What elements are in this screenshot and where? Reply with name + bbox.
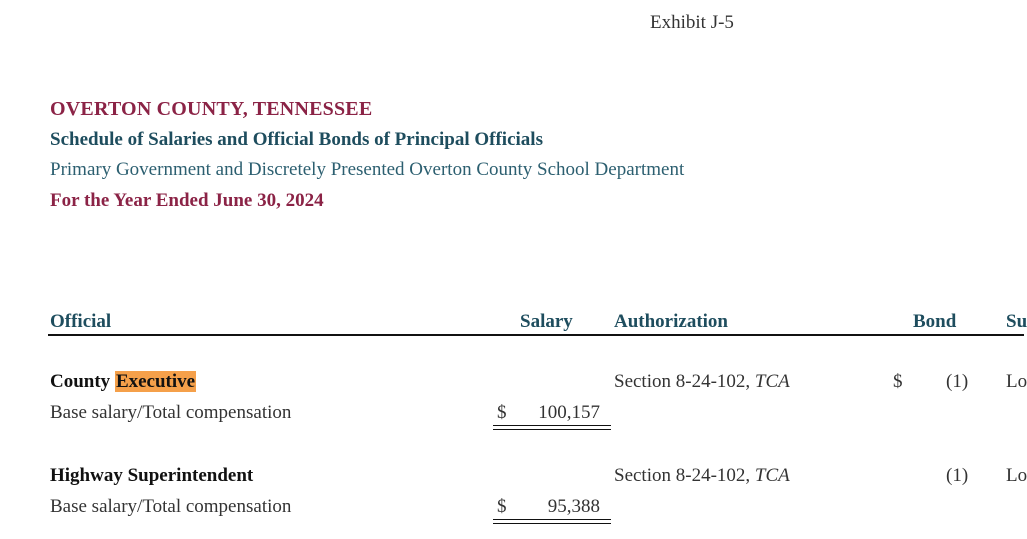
salary-amount: 95,388 bbox=[547, 496, 600, 517]
compensation-label: Base salary/Total compensation bbox=[50, 402, 292, 423]
surety-value: Lo bbox=[1006, 465, 1027, 486]
search-highlight: Executive bbox=[115, 371, 196, 392]
column-header-salary: Salary bbox=[520, 311, 573, 332]
column-header-official: Official bbox=[50, 311, 112, 332]
column-header-surety: Su bbox=[1006, 311, 1027, 332]
period-subtitle: For the Year Ended June 30, 2024 bbox=[50, 190, 324, 211]
county-title: OVERTON COUNTY, TENNESSEE bbox=[50, 98, 373, 120]
salary-double-underline bbox=[493, 425, 611, 430]
compensation-label: Base salary/Total compensation bbox=[50, 496, 292, 517]
authorization-text: Section 8-24-102, TCA bbox=[614, 371, 790, 392]
schedule-title: Schedule of Salaries and Official Bonds of Principal Officials bbox=[50, 129, 543, 150]
salary-double-underline bbox=[493, 519, 611, 524]
salary-amount: 100,157 bbox=[538, 402, 600, 423]
exhibit-label: Exhibit J-5 bbox=[650, 12, 734, 33]
salary-dollar-sign: $ bbox=[497, 402, 507, 423]
official-name: Highway Superintendent bbox=[50, 465, 254, 486]
official-name: County Executive bbox=[50, 371, 196, 392]
bond-dollar-sign: $ bbox=[893, 371, 903, 392]
bond-value: (1) bbox=[946, 465, 969, 486]
surety-value: Lo bbox=[1006, 371, 1027, 392]
authorization-text: Section 8-24-102, TCA bbox=[614, 465, 790, 486]
column-header-authorization: Authorization bbox=[614, 311, 728, 332]
header-rule bbox=[48, 334, 1024, 336]
bond-value: (1) bbox=[946, 371, 969, 392]
column-header-bond: Bond bbox=[913, 311, 957, 332]
salary-dollar-sign: $ bbox=[497, 496, 507, 517]
scope-subtitle: Primary Government and Discretely Presented Overton County School Department bbox=[50, 159, 685, 180]
